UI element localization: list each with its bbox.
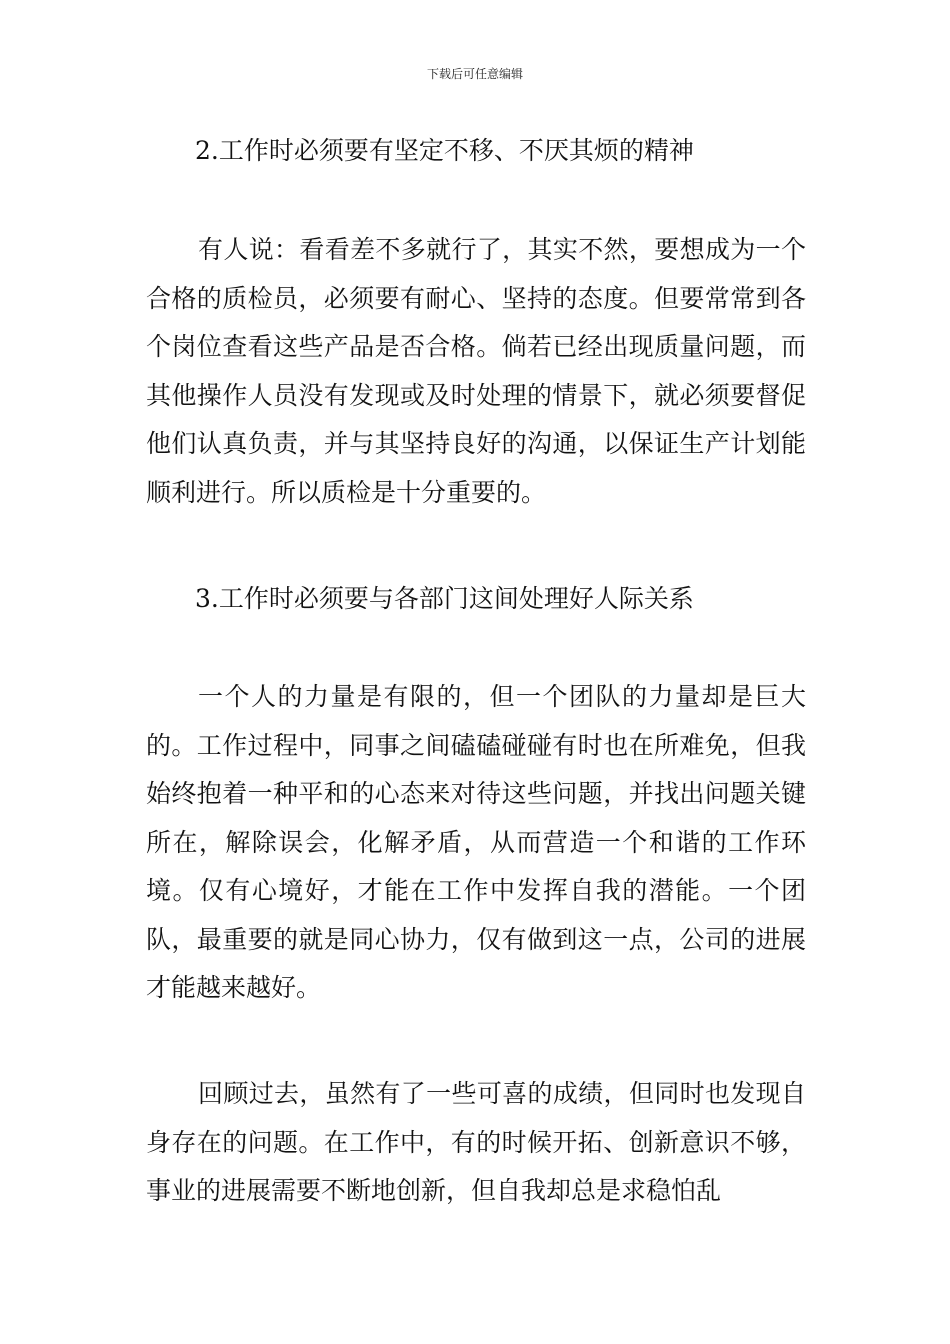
header-note: 下载后可任意编辑 <box>426 67 523 81</box>
body-paragraph: 一个人的力量是有限的，但一个团队的力量却是巨大的。工作过程中，同事之间磕磕碰碰有时也在所难免，但我始终抱着一种平和的心态来对待这些问题，并找出问题关键所在，解除误会，化解矛盾，从而营造一个和谐的工作环境。仅有心境好，才能在工作中发挥自我的潜能。一个团队，最重要的就是同心协力，仅有做到这一点，公司的进展才能越来越好。 <box>146 682 806 1002</box>
body-paragraph: 回顾过去，虽然有了一些可喜的成绩，但同时也发现自身存在的问题。在工作中，有的时候开拓、创新意识不够，事业的进展需要不断地创新，但自我却总是求稳怕乱 <box>146 1079 806 1205</box>
section-heading: 2.工作时必须要有坚定不移、不厌其烦的精神 <box>195 136 694 165</box>
section-heading: 3.工作时必须要与各部门这间处理好人际关系 <box>195 584 694 613</box>
body-paragraph: 有人说：看看差不多就行了，其实不然，要想成为一个合格的质检员，必须要有耐心、坚持的态度。但要常常到各个岗位查看这些产品是否合格。倘若已经出现质量问题，而其他操作人员没有发现或及时处理的情景下，就必须要督促他们认真负责，并与其坚持良好的沟通，以保证生产计划能顺利进行。所以质检是十分重要的。 <box>146 235 806 507</box>
